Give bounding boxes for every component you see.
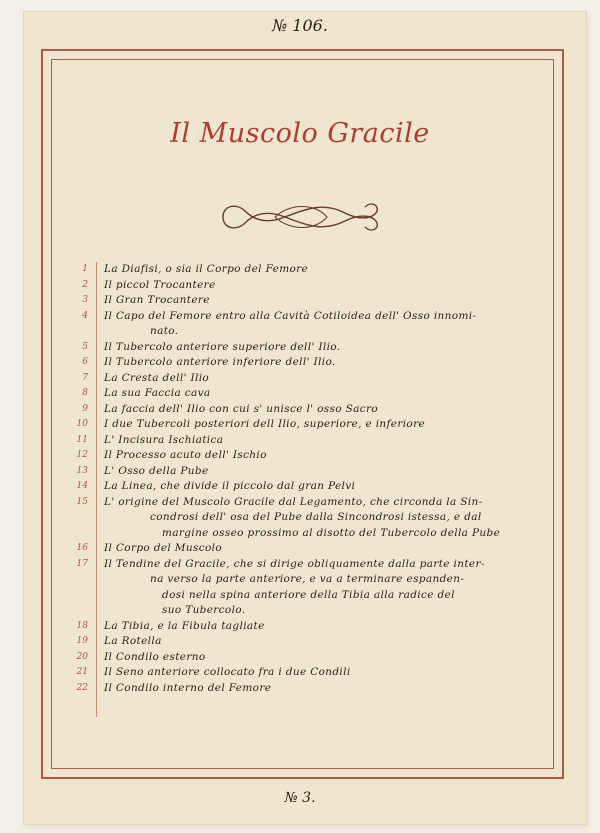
entry-line: L' Incisura Ischiatica — [104, 433, 224, 446]
entry-continuation-line: condrosi dell' osa del Pube dalla Sincondrosi istessa, e dal — [150, 511, 482, 523]
entry-continuation-line: nato. — [150, 325, 179, 337]
legend-entry — [60, 650, 540, 666]
entry-line: Il Tubercolo anteriore inferiore dell' Ilio. — [104, 356, 336, 368]
legend-entry — [60, 402, 540, 418]
entry-line: La Tibia, e la Fibula tagliate — [104, 619, 265, 632]
entry-number: 18 — [76, 620, 88, 631]
entry-number: 4 — [82, 310, 88, 321]
legend-entry — [60, 433, 540, 449]
legend-entry — [60, 371, 540, 387]
entry-text — [104, 557, 485, 619]
entry-number: 2 — [82, 279, 88, 290]
entry-number: 1 — [82, 264, 88, 274]
entry-number: 5 — [82, 341, 88, 352]
legend-entry — [60, 386, 540, 402]
entry-continuation-line: margine osseo prossimo al disotto del Tubercolo della Pube — [162, 526, 501, 539]
entry-text — [104, 371, 209, 387]
entry-line: La Cresta dell' Ilio — [104, 371, 210, 384]
legend-entry — [60, 634, 540, 650]
entry-text — [104, 293, 210, 309]
entry-number: 3 — [82, 295, 88, 305]
entry-number: 7 — [82, 372, 88, 383]
plate-number: № 106. — [272, 16, 328, 35]
entry-line: Il Tendine del Gracile, che si dirige obliquamente dalla parte inter- — [104, 557, 485, 570]
entry-text — [104, 619, 265, 635]
entry-text — [104, 433, 223, 449]
entry-number: 13 — [76, 465, 88, 476]
entry-number: 21 — [76, 667, 88, 677]
entry-line: L' Osso della Pube — [104, 464, 209, 477]
entry-number: 15 — [76, 496, 88, 507]
entry-text — [104, 495, 500, 542]
entry-text — [104, 386, 211, 402]
legend-entry — [60, 541, 540, 557]
legend-entry — [60, 262, 540, 278]
entry-text — [104, 417, 425, 433]
legend-entry — [60, 557, 540, 619]
legend-entry — [60, 448, 540, 464]
entry-number: 8 — [82, 388, 88, 398]
entry-number: 11 — [76, 434, 88, 445]
entry-text — [104, 681, 271, 697]
entry-text — [104, 665, 351, 681]
entry-number: 12 — [76, 450, 88, 460]
entry-text — [104, 262, 308, 278]
entry-line: Il Gran Trocantere — [104, 294, 210, 306]
legend-entry — [60, 464, 540, 480]
legend-entry — [60, 479, 540, 495]
legend-entry — [60, 309, 540, 340]
entry-number: 16 — [76, 543, 88, 553]
legend-entry — [60, 293, 540, 309]
entry-continuation-line: suo Tubercolo. — [162, 604, 246, 616]
legend-entry — [60, 355, 540, 371]
entry-line: La Linea, che divide il piccolo dal gran Pelvi — [104, 480, 356, 492]
entry-line: Il Seno anteriore collocato fra i due Condili — [104, 666, 351, 678]
entry-text — [104, 650, 206, 666]
entry-line: La Diafisi, o sia il Corpo del Femore — [104, 263, 309, 275]
entry-number: 14 — [76, 481, 88, 491]
entry-text — [104, 402, 378, 418]
entry-number: 6 — [82, 357, 88, 367]
entry-line: I due Tubercoli posteriori dell Ilio, superiore, e inferiore — [104, 418, 426, 430]
legend-entry — [60, 417, 540, 433]
entry-text — [104, 479, 355, 495]
entry-line: La sua Faccia cava — [104, 387, 211, 399]
entry-line: Il Capo del Femore entro alla Cavità Cotiloidea dell' Osso innomi- — [104, 309, 477, 322]
page-number: № 3. — [284, 790, 316, 806]
entry-text — [104, 309, 476, 340]
entry-number: 17 — [76, 558, 88, 569]
entry-line: La Rotella — [104, 635, 162, 647]
legend-entry — [60, 665, 540, 681]
legend-entry — [60, 278, 540, 294]
entry-line: La faccia dell' Ilio con cui s' unisce l' osso Sacro — [104, 402, 379, 415]
entry-number: 22 — [76, 682, 88, 693]
entry-line: Il Tubercolo anteriore superiore dell' Ilio. — [104, 340, 341, 353]
entry-text — [104, 448, 267, 464]
entry-line: Il Condilo interno del Femore — [104, 681, 272, 694]
entry-line: L' origine del Muscolo Gracile dal Legamento, che circonda la Sin- — [104, 495, 483, 508]
entry-line: Il piccol Trocantere — [104, 278, 216, 291]
entry-continuation-line: dosi nella spina anteriore della Tibia alla radice del — [162, 588, 455, 601]
entry-number: 20 — [76, 651, 88, 662]
legend-list — [60, 262, 540, 696]
legend-entry — [60, 619, 540, 635]
entry-text — [104, 634, 162, 650]
entry-line: Il Condilo esterno — [104, 650, 206, 663]
entry-text — [104, 340, 340, 356]
legend-entry — [60, 340, 540, 356]
page-title: Il Muscolo Gracile — [170, 118, 430, 149]
entry-number: 9 — [82, 403, 88, 414]
entry-text — [104, 541, 222, 557]
entry-line: Il Processo acuto dell' Ischio — [104, 449, 267, 461]
entry-text — [104, 278, 216, 294]
entry-number: 10 — [76, 419, 88, 429]
entry-number: 19 — [76, 636, 88, 646]
entry-text — [104, 464, 209, 480]
entry-line: Il Corpo del Muscolo — [104, 542, 223, 554]
entry-continuation-line: na verso la parte anteriore, e va a terminare espanden- — [150, 573, 465, 585]
legend-entry — [60, 495, 540, 542]
entry-text — [104, 355, 336, 371]
decorative-flourish — [215, 195, 385, 240]
legend-entry — [60, 681, 540, 697]
